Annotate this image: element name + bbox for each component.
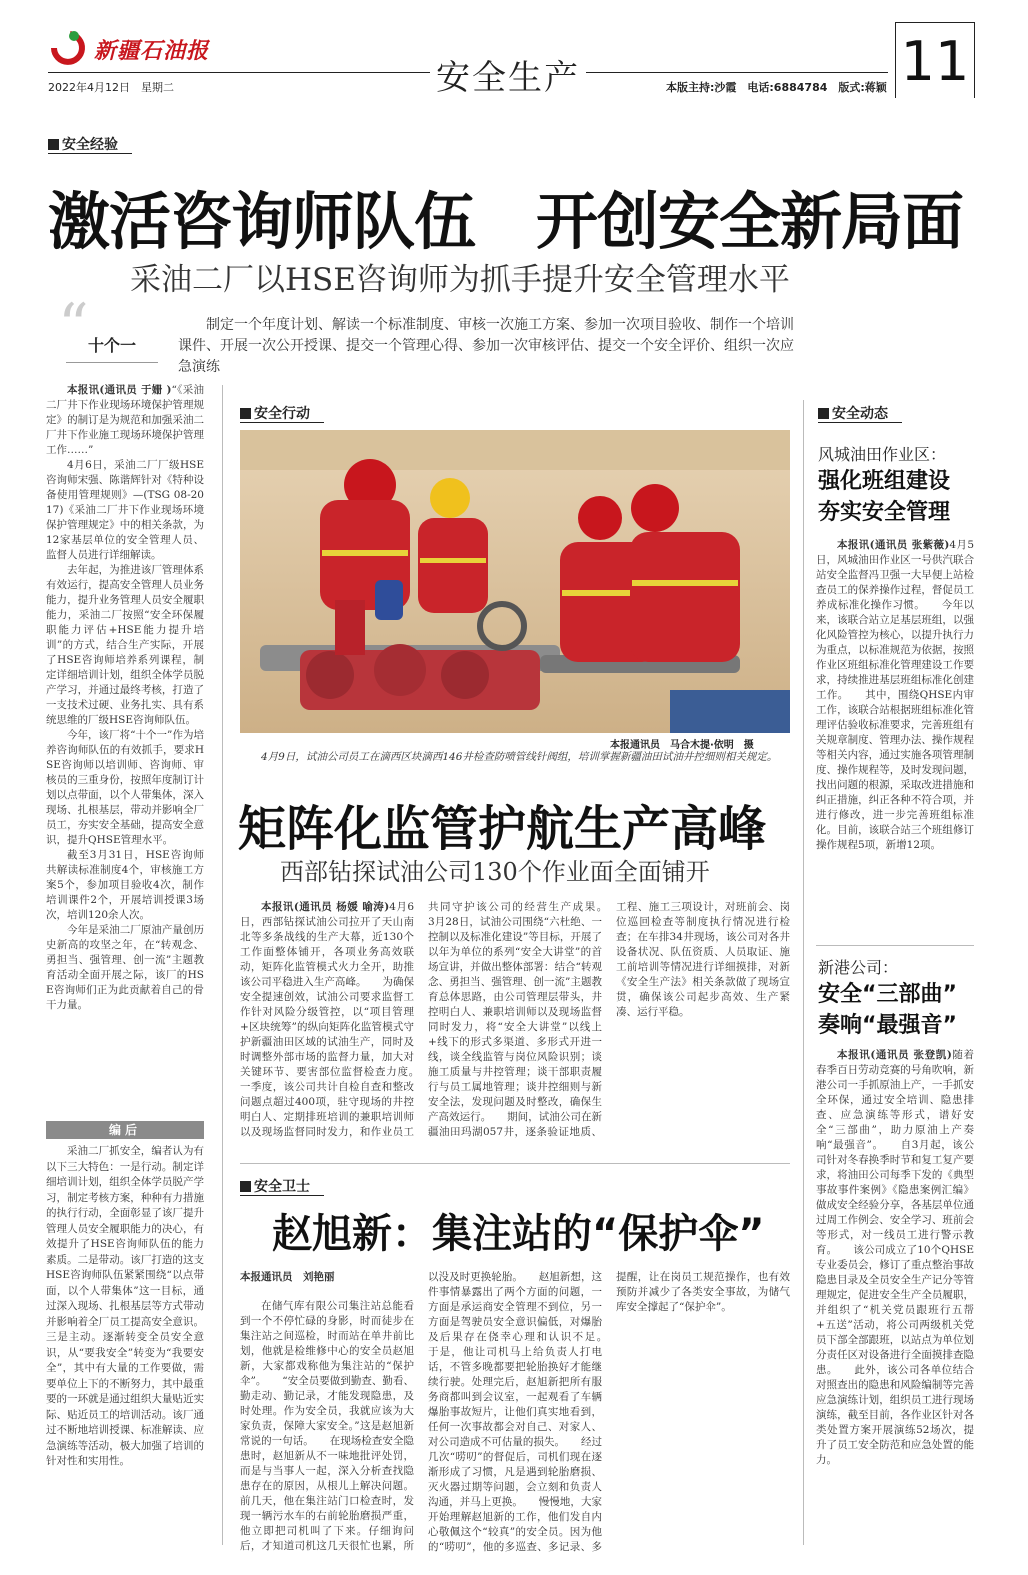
lead-paragraph-5: 截至3月31日，HSE咨询师共解读标准制度4个，审核施工方案5个，参加项目验收4次，制作培训课件2个，开展培训授课3场次，培训120余人次。 bbox=[46, 849, 204, 921]
guard-headline: 赵旭新：集注站的“保护伞” bbox=[272, 1211, 765, 1257]
column-divider-right bbox=[803, 400, 804, 1545]
lead-subheadline: 采油二厂以HSE咨询师为抓手提升安全管理水平 bbox=[130, 262, 790, 298]
lead-paragraph-1: “《采油二厂井下作业现场环境保护管理规定》的制订是为规范和加强采油二厂井下作业施工现场环境保护管理工作……” bbox=[46, 384, 204, 456]
logo-text: 新疆石油报 bbox=[94, 38, 210, 64]
label-underline bbox=[48, 153, 132, 154]
matrix-byline: 本报讯(通讯员 杨媛 喻涛) bbox=[261, 901, 390, 913]
matrix-headline: 矩阵化监管护航生产高峰 bbox=[238, 801, 767, 857]
quote-text: 制定一个年度计划、解读一个标准制度、审核一次施工方案、参加一次项目验收、制作一个培训课件、开展一次公开授课、提交一个管理心得、参加一次审核评估、提交一个安全评价、组织一次应急演练 bbox=[178, 317, 794, 375]
news-2-text: 随着春季百日劳动竞赛的号角吹响，新港公司一手抓原油上产，一手抓安全环保，通过安全培训、隐患排查、应急演练等形式，谱好安全“三部曲”，助力原油上产奏响“最强音”。 自3月起，该公司针对冬春换季时节和复工复产要求，将油田公司每季下发的《典型事故事件案例》《隐患案例汇编》做成安全经验分享，各基层单位通过周工作例会、安全学习、班前会等形式，对一线员工进行警示教育。 该公司成立了10个QHSE专业委员会，修订了重点整治事故隐患目录及全员安全生产记分等管理规定，促进安全生产全员履职，并组织了“机关党员跟班行五帮+五送”活动，将公司两级机关党员下部全部跟班，以站点为单位划分责任区对设备进行全面摸排查隐患。 此外，该公司各单位结合对照查出的隐患和风险编制等完善应急演练计划，组织员工进行现场演练，截至目前，各作业区针对各类处置方案开展演练52场次，提升了员工安全防范和应急处置的能力。 bbox=[816, 1049, 974, 1466]
editor-info: 本版主持:沙霞 电话:6884784 版式:蒋颖 bbox=[666, 81, 887, 94]
section-name: 安全生产 bbox=[430, 50, 586, 99]
section-label-news: 安全动态 bbox=[818, 403, 888, 423]
photo-caption: 4月9日，试油公司员工在滴西区块滴西146井检查防喷管线针阀组，培训掌握新疆油田试油井控细则相关规定。 bbox=[261, 751, 778, 763]
label-underline bbox=[240, 422, 324, 423]
lead-paragraph-2: 4月6日，采油二厂厂级HSE咨询师宋强、陈谐辉针对《特种设备使用管理规则》—(TSG 08-2017)《采油二厂井下作业现场环境保护管理规定》中的相关条款，为12家基层单位的安全管理人员、监督人员进行详细解读。 bbox=[46, 459, 204, 561]
guard-body bbox=[240, 1270, 790, 1555]
guard-byline: 本报通讯员 刘艳丽 bbox=[240, 1271, 335, 1283]
label-underline bbox=[818, 422, 902, 423]
news-divider bbox=[816, 945, 974, 946]
news-1-body bbox=[816, 538, 974, 938]
newspaper-logo-icon bbox=[48, 28, 90, 66]
guard-body-text: 在储气库有限公司集注站总能看到一个不停忙碌的身影，时而徒步在集注站之间巡检，时而站在单井前比划，他就是检维修中心的安全员赵旭新，大家都戏称他为集注站的“保护伞”。 “安全员要做到勤查、勤看、勤走动、勤记录，才能发现隐患，及时处理。作为安全员，我就应该为大家负责，保障大家安全。”这是赵旭新常说的一句话。 在现场检查安全隐患时，赵旭新从不一味地批评处罚，而是与当事人一起，深入分析查找隐患存在的原因，从根儿上解决问题。前几天，他在集注站门口检查时，发现一辆污水车的右前轮胎磨损严重，他立即把司机叫了下来。仔细询问后，才知道司机这几天很忙也累，所以没及时更换轮胎。 赵旭新想，这件事情暴露出了两个方面的问题，一方面是承运商安全管理不到位，另一方面是驾驶员安全意识偏低，对爆胎及后果存在侥幸心理和认识不足。 于是，他让司机马上给负责人打电话，不管多晚都要把轮胎换好才能继续行驶。处理完后，赵旭新把所有服务商都叫到会议室，一起观看了车辆爆胎事故短片，让他们真实地看到，任何一次事故都会对自己、对家人、对公司造成不可估量的损失。 经过几次“唠叨”的督促后，司机们现在逐渐形成了习惯，凡是遇到轮胎磨损、灭火器过期等问题，会立刻和负责人沟通，并马上更换。 慢慢地，大家开始理解赵旭新的工作，他们发自内心敬佩这个“较真”的安全员。因为他的“唠叨”，他的多巡查、多记录、多提醒，让在岗员工规范操作，也有效预防并减少了各类安全事故，为储气库安全撑起了“保护伞”。 bbox=[240, 1271, 790, 1553]
masthead bbox=[0, 0, 1028, 100]
section-divider bbox=[240, 1163, 790, 1164]
news-1-title-line1: 强化班组建设 bbox=[818, 469, 951, 494]
news-2-byline: 本报讯(通讯员 张登凯) bbox=[837, 1049, 952, 1061]
lead-paragraph-6: 今年是采油二厂原油产量创历史新高的攻坚之年，在“转观念、勇担当、强管理、创一流”主题教育活动全面开展之际，该厂的HSE咨询师们正为此贡献着自己的骨干力量。 bbox=[46, 924, 204, 1011]
column-divider-left bbox=[222, 385, 223, 1545]
quote-mark-icon: “ bbox=[58, 291, 89, 361]
lead-paragraph-4: 今年，该厂将“十个一”作为培养咨询师队伍的有效抓手，要求HSE咨询师以培训师、咨询师、审核员的三重身份，按照年度制订计划以点带面，以个人带集体，深入现场、扎根基层，带动并影响全厂员工，夯实安全基础，提高安全意识，提升QHSE管理水平。 bbox=[46, 729, 204, 846]
issue-date: 2022年4月12日 星期二 bbox=[48, 81, 174, 94]
lead-body bbox=[46, 383, 204, 1113]
quote-rule bbox=[66, 362, 158, 363]
lead-paragraph-3: 去年起，为推进该厂管理体系有效运行，提高安全管理人员业务能力，提升业务管理人员安全履职能力，采油二厂按照“安全环保履职能力评估+HSE能力提升培训”的方式，结合生产实际，开展了HSE咨询师培养系列课程，制定详细培训计划，组织全体学员脱产学习，并通过最终考核，打造了一支技术过硬、业务扎实、具有系统思维的厂级HSE咨询师队伍。 bbox=[46, 564, 204, 726]
matrix-body-text: 4月6日，西部钻探试油公司拉开了天山南北等多条战线的生产大幕，近130个工作面整体铺开，各项业务高效联动，矩阵化监管模式火力全开，助推该公司平稳进入生产高峰。 为确保安全提速创效，试油公司要求监督工作针对风险分级管控，以“项目管理+区块统筹”的纵向矩阵化监管模式守护新疆油田区域的试油生产，同时及时调整外部市场的监督力量，加大对关键环节、要害部位监督检查力度。 一季度，该公司共计自检自查和整改问题点超过400项，驻守现场的井控明白人、定期排班培训的兼职培训师以及现场监督同时发力，和作业员工共同守护该公司的经营生产成果。 3月28日，试油公司围绕“六杜绝、一控制以及标准化建设”等目标，开展了以年为单位的系列“安全大讲堂”的首场宣讲，并做出整体部署：结合“转观念、勇担当、强管理、创一流”主题教育总体思路，由公司管理层带头，井控明白人、兼职培训师以及现场监督同时发力，将“安全大讲堂”以线上+线下的形式多渠道、多形式开进一线，谈全线监管与岗位风险识别；谈施工质量与井控管理；谈干部职责履行与员工属地管理；谈井控细则与新安全法，发现问题及时整改，确保生产高效运行。 期间，试油公司在新疆油田玛湖057井，逐条验证地质、工程、施工三项设计，对班前会、岗位巡回检查等制度执行情况进行检查；在车排34井现场，该公司对各井设备状况、队伍资质、人员取证、施工前培训等情况进行详细摸排，对新《安全生产法》相关条款做了现场宣贯，确保该公司起步高效、生产紧凑、运行平稳。 bbox=[240, 901, 790, 1138]
news-1-kicker: 风城油田作业区： bbox=[818, 445, 947, 464]
news-2-title-line1: 安全“三部曲” bbox=[818, 982, 957, 1007]
news-2-body bbox=[816, 1048, 974, 1548]
label-underline bbox=[240, 1195, 324, 1196]
lead-byline: 本报讯(通讯员 于姗 ) bbox=[67, 384, 172, 396]
section-label-experience: 安全经验 bbox=[48, 134, 118, 154]
editor-note: 采油二厂抓安全，编者认为有以下三大特色：一是行动。制定详细培训计划，组织全体学员脱产学习，制定考核方案，种种有力措施的执行行动，全面彰显了该厂提升管理人员安全履职能力的决心，有效提升了HSE咨询师队伍的能力素质。二是带动。该厂打造的这支HSE咨询师队伍紧紧围绕“以点带面，以个人带集体”这一目标，通过深入现场、扎根基层等方式带动并影响着全厂员工提高安全意识。三是主动。逐渐转变全员安全意识，从“要我安全”转变为“我要安全”，其中有大量的工作要做，需要单位上下的不断努力，其中最重要的一环就是通过组织大量贴近实际、贴近员工的培训活动。该厂通过不断地培训授课、标准解读、应急演练等活动，极大加强了培训的针对性和实用性。 bbox=[46, 1145, 204, 1467]
news-2-kicker: 新港公司： bbox=[818, 958, 899, 977]
news-1-title-line2: 夯实安全管理 bbox=[818, 500, 951, 525]
section-label-guard: 安全卫士 bbox=[240, 1176, 310, 1196]
news-1-byline: 本报讯(通讯员 张紫薇) bbox=[837, 539, 950, 551]
page-number: 11 bbox=[900, 30, 970, 93]
lead-headline: 激活咨询师队伍 开创安全新局面 bbox=[48, 185, 964, 258]
news-2-title-line2: 奏响“最强音” bbox=[818, 1013, 957, 1038]
editor-note-label: 编后 bbox=[46, 1121, 204, 1139]
oilfield-workers-photo bbox=[240, 430, 790, 733]
section-label-action: 安全行动 bbox=[240, 403, 310, 423]
matrix-body bbox=[240, 900, 790, 1140]
news-1-text: 4月5日，风城油田作业区一号供汽联合站安全监督冯卫强一大早便上站检查员工的保养操作过程，督促员工养成标准化操作习惯。 今年以来，该联合站立足基层班组，以强化风险管控为核心，以提升执行力为重点，以标准规范为依据，按照作业区班组标准化管理建设工作要求，持续推进基层班组标准化创建工作。 其中，围绕QHSE内审工作，该联合站根据班组标准化管理评估验收标准要求，完善班组有关规章制度、管理办法、操作规程等相关内容，通过实施各项管理制度、操作规程等，及时发现问题，找出问题的根源，采取改进措施和纠正措施，纠正各种不符合项，并进行修改，进一步完善班组标准化。目前，该联合站三个班组修订操作规程5项，新增12项。 bbox=[816, 539, 974, 851]
quote-author: 十个一 bbox=[88, 336, 137, 355]
photo-credit: 本报通讯员 马合木提·依明 摄 bbox=[610, 740, 754, 751]
matrix-subheadline: 西部钻探试油公司130个作业面全面铺开 bbox=[280, 858, 710, 886]
